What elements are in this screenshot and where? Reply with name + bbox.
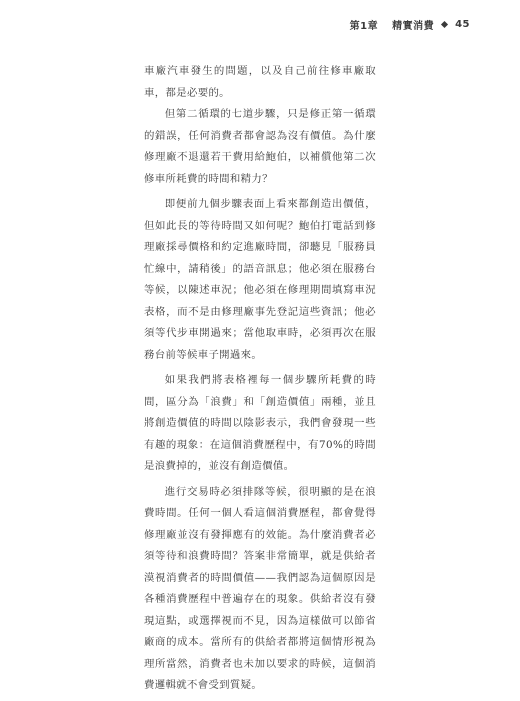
chapter-label: 第1章 (349, 21, 379, 32)
paragraph-3: 即便前九個步驟表面上看來都創造出價值，但如此長的等待時間又如何呢？鮑伯打電話到修理廠採尋價格和約定進廠時間，卻聽見「服務員忙線中，請稍後」的語音訊息；他必須在服務台等候，以陳述車況；他必須在修理期間填寫車況表格，而不是由修理廠事先登記這些資訊；他必須等代步車開過來；當他取車時，必須再次在服務台前等候車子開過來。 (144, 198, 376, 361)
paragraph-2: 但第二循環的七道步驟，只是修正第一循環的錯誤，任何消費者都會認為沒有價值。為什麼修理廠不退還若干費用給鮑伯，以補償他第二次修車所耗費的時間和精力？ (144, 108, 376, 185)
diamond-icon (441, 21, 448, 28)
chapter-title: 精實消費 (392, 21, 435, 32)
paragraph-4: 如果我們將表格裡每一個步驟所耗費的時間，區分為「浪費」和「創造價值」兩種，並且將創造價值的時間以陰影表示，我們會發現一些有趣的現象：在這個消費歷程中，有70%的時間是浪費掉的，並沒有創造價值。 (144, 374, 376, 472)
page-number: 45 (455, 19, 470, 30)
paragraph-5: 進行交易時必須排隊等候，很明顯的是在浪費時間。任何一個人看這個消費歷程，都會覺得修理廠並沒有發揮應有的效能。為什麼消費者必須等待和浪費時間？答案非常簡單，就是供給者漠視消費者的時間價值——我們認為這個原因是各種消費歷程中普遍存在的現象。供給者沒有發現這點，或選擇視而不見，因為這樣做可以節省廠商的成本。當所有的供給者都將這個情形視為理所當然，消費者也未加以要求的時候，這個消費邏輯就不會受到質疑。 (144, 485, 376, 691)
running-header (350, 17, 470, 32)
body-text (144, 61, 376, 701)
paragraph-1: 車廠汽車發生的問題，以及自己前往修車廠取車，都是必要的。 (144, 65, 376, 99)
